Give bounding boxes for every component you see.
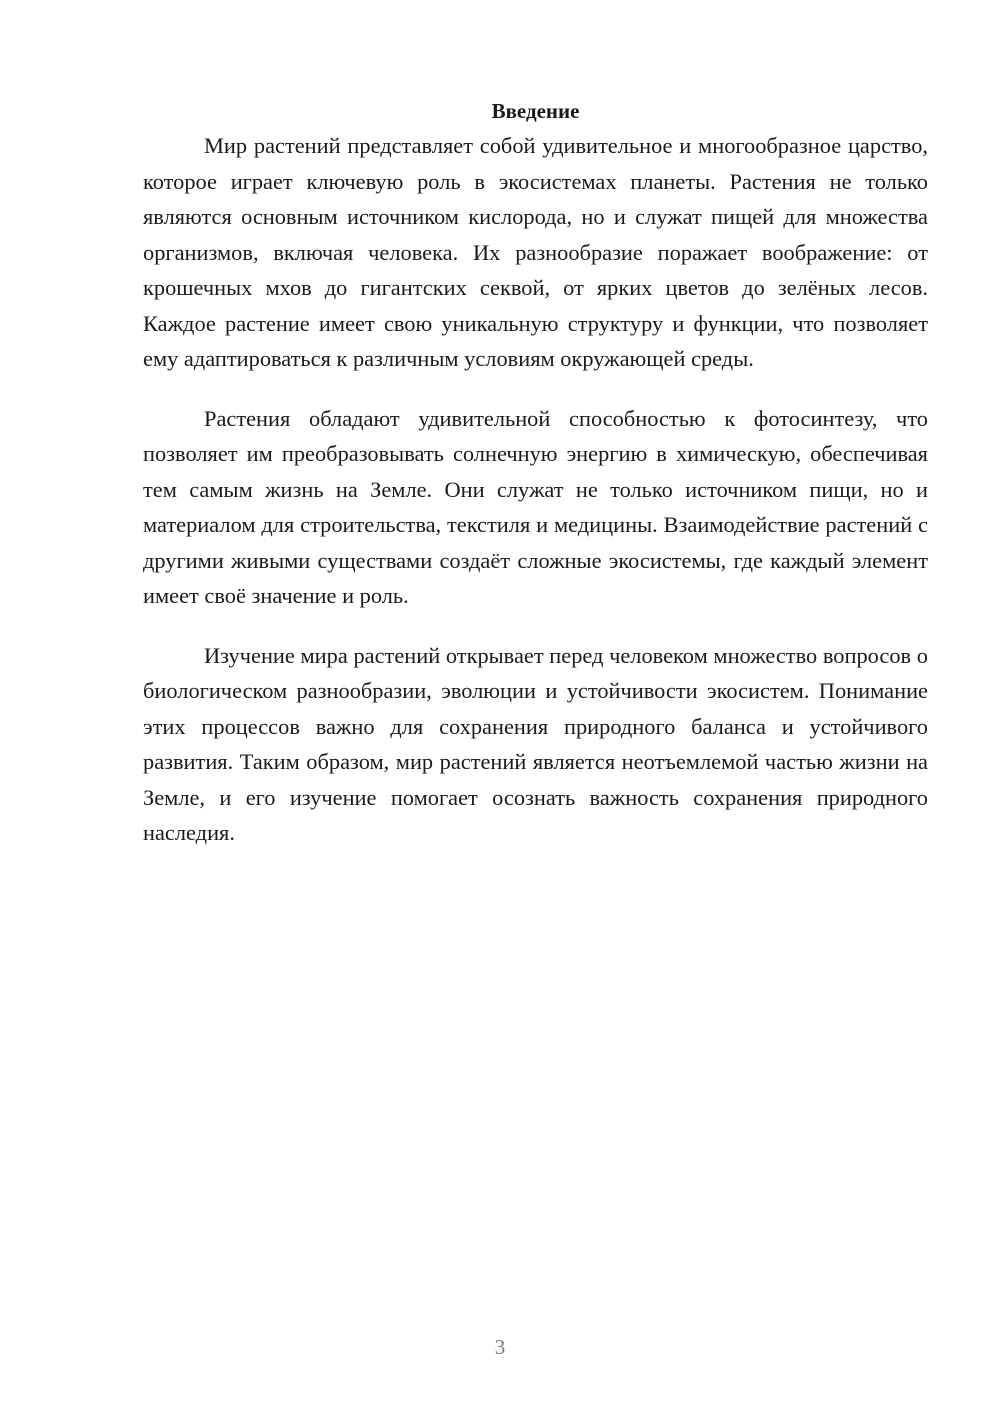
paragraph-1: Мир растений представляет собой удивительное и многообразное царство, которое играет ключевую роль в экосистемах планеты. Растения не только являются основным источником кислорода, но и служат пищей для множества организмов, включая человека. Их разнообразие поражает воображение: от крошечных мхов до гигантских секвой, от ярких цветов до зелёных лесов. Каждое растение имеет свою уникальную структуру и функции, что позволяет ему адаптироваться к различным условиям окружающей среды.	[143, 133, 928, 371]
paragraph-2: Растения обладают удивительной способностью к фотосинтезу, что позволяет им преобразовывать солнечную энергию в химическую, обеспечивая тем самым жизнь на Земле. Они служат не только источником пищи, но и материалом для строительства, текстиля и медицины. Взаимодействие растений с другими живыми существами создаёт сложные экосистемы, где каждый элемент имеет своё значение и роль.	[143, 405, 928, 608]
page-content	[143, 96, 928, 875]
paragraph-3: Изучение мира растений открывает перед человеком множество вопросов о биологическом разнообразии, эволюции и устойчивости экосистем. Понимание этих процессов важно для сохранения природного баланса и устойчивого развития. Таким образом, мир растений является неотъемлемой частью жизни на Земле, и его изучение помогает осознать важность сохранения природного наследия.	[143, 642, 928, 845]
section-title: Введение	[491, 99, 580, 123]
page-number: 3	[494, 1335, 506, 1359]
